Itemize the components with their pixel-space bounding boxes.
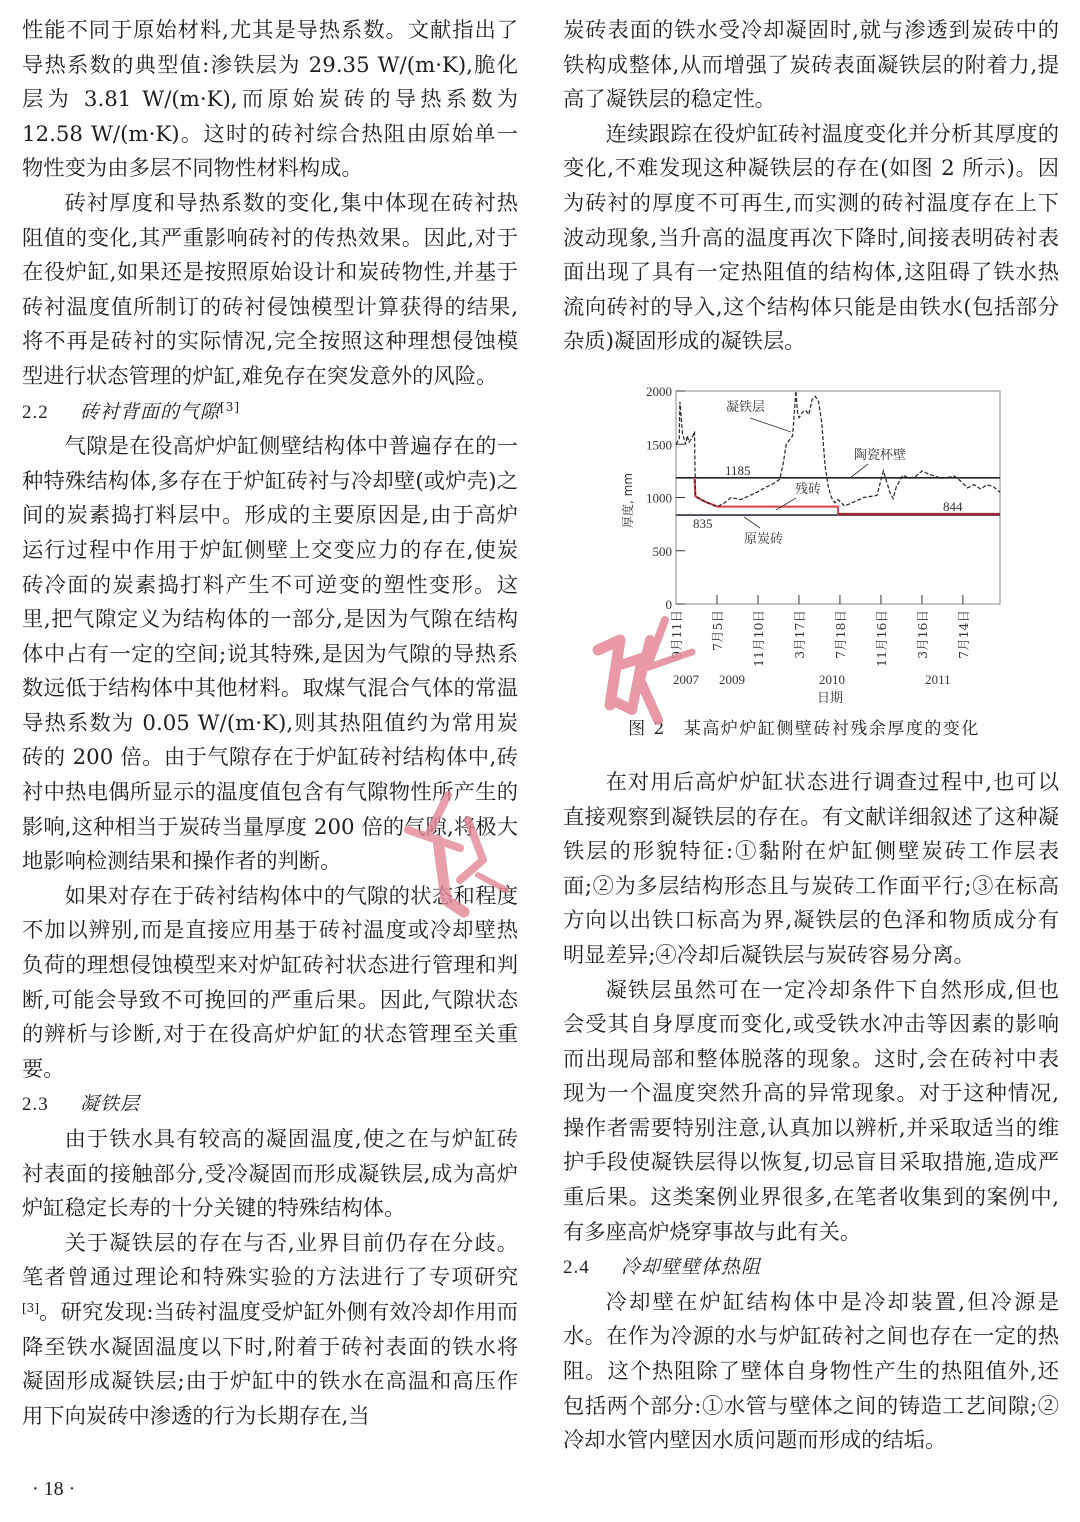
section-number: 2.2 bbox=[22, 401, 49, 423]
paragraph: 砖衬厚度和导热系数的变化,集中体现在砖衬热阻值的变化,其严重影响砖衬的传热效果。因此,对于在役炉缸,如果还是按照原始设计和炭砖物性,并基于砖衬温度值所制订的砖衬侵蚀模型计算获得的结果,将不再是砖衬的实际情况,完全按照这种理想侵蚀模型进行状态管理的炉缸,难免存在突发意外的风险。 bbox=[22, 190, 518, 389]
y-tick-label: 500 bbox=[652, 543, 672, 559]
paragraph: 连续跟踪在役炉缸砖衬温度变化并分析其厚度的变化,不难发现这种凝铁层的存在(如图 2 所示)。因为砖衬的厚度不可再生,而实测的砖衬温度存在上下波动现象,当升高的温度再次下降时,间接表明砖衬表面出现了具有一定热阻值的结构体,这阻碍了铁水热流向砖衬的导入,这个结构体只能是由铁水(包括部分杂质)凝固形成的凝铁层。 bbox=[563, 121, 1059, 355]
series-line-凝铁层 bbox=[676, 391, 1000, 507]
annotation-leader bbox=[850, 464, 868, 478]
x-tick-label: 7月14日 bbox=[955, 610, 971, 659]
figure-caption-text: 某高炉炉缸侧壁砖衬残余厚度的变化 bbox=[683, 719, 980, 739]
section-title: 砖衬背面的气隙 bbox=[80, 400, 221, 423]
annotation-label: 凝铁层 bbox=[726, 400, 766, 415]
paragraph: 在对用后高炉炉缸状态进行调查过程中,也可以直接观察到凝铁层的存在。有文献详细叙述了这种凝铁层的形貌特征:①黏附在炉缸侧壁炭砖工作层表面;②为多层结构形态且与炭砖工作面平行;③在标高方向以出铁口标高为界,凝铁层的色泽和物质成分有明显差异;④冷却后凝铁层与炭砖容易分离。 bbox=[563, 769, 1059, 968]
section-heading-2-3 bbox=[22, 1087, 518, 1123]
x-tick-label: 7月18日 bbox=[832, 610, 848, 659]
section-title: 冷却壁壁体热阻 bbox=[621, 1256, 762, 1279]
paragraph-text: 。研究发现:当砖衬温度受炉缸外侧有效冷却作用而降至铁水凝固温度以下时,附着于砖衬表面的铁水将凝固形成凝铁层;由于炉缸中的铁水在高温和高压作用下向炭砖中渗透的行为长期存在,当 bbox=[22, 1299, 518, 1429]
paragraph: 如果对存在于砖衬结构体中的气隙的状态和程度不加以辨别,而是直接应用基于砖衬温度或冷却壁热负荷的理想侵蚀模型来对炉缸砖衬状态进行管理和判断,可能会导致不可挽回的严重后果。因此,气隙状态的辨析与诊断,对于在役高炉炉缸的状态管理至关重要。 bbox=[22, 883, 518, 1082]
figure-2-chart bbox=[600, 378, 1030, 738]
paragraph: 气隙是在役高炉炉缸侧壁结构体中普遍存在的一种特殊结构体,多存在于炉缸砖衬与冷却壁(或炉壳)之间的炭素捣打料层中。形成的主要原因是,由于高炉运行过程中作用于炉缸侧壁上交变应力的存在,使炭砖冷面的炭素捣打料产生不可逆变的塑性变形。这里,把气隙定义为结构体的一部分,是因为气隙在结构体中占有一定的空间;说其特殊,是因为气隙的导热系数远低于结构体中其他材料。取煤气混合气体的常温导热系数为 0.05 W/(m·K),则其热阻值约为常用炭砖的 200 倍。由于气隙存在于炉缸砖衬结构体中,砖衬中热电偶所显示的温度值包含有气隙物性所产生的影响,这种相当于炭砖当量厚度 200 倍的气隙,将极大地影响检测结果和操作者的判断。 bbox=[22, 434, 518, 875]
annotation-label: 原炭砖 bbox=[744, 532, 784, 547]
y-tick-label: 1000 bbox=[646, 490, 672, 506]
annotation-label: 陶瓷杯壁 bbox=[854, 448, 907, 463]
year-label: 2009 bbox=[719, 672, 745, 687]
y-tick-label: 0 bbox=[665, 597, 672, 612]
paragraph bbox=[22, 1227, 518, 1435]
x-tick-label: 3月17日 bbox=[791, 610, 807, 659]
section-number: 2.3 bbox=[22, 1094, 49, 1116]
x-tick-label: 9月11日 bbox=[669, 610, 684, 659]
value-label-835: 835 bbox=[693, 516, 713, 531]
paragraph: 冷却壁在炉缸结构体中是冷却装置,但冷源是水。在作为冷源的水与炉缸砖衬之间也存在一定的热阻。这个热阻除了壁体自身物性产生的热阻值外,还包括两个部分:①水管与壁体之间的铸造工艺间隙;②冷却水管内壁因水质问题而形成的结垢。 bbox=[563, 1289, 1059, 1454]
x-tick-label: 11月10日 bbox=[750, 610, 766, 667]
paragraph: 性能不同于原始材料,尤其是导热系数。文献指出了导热系数的典型值:渗铁层为 29.35 W/(m·K),脆化层为 3.81 W/(m·K),而原始炭砖的导热系数为 12.58 W/(m·K)。这时的砖衬综合热阻由原始单一物性变为由多层不同物性材料构成。 bbox=[22, 18, 518, 182]
y-tick-label: 1500 bbox=[646, 437, 672, 453]
y-axis-label: 厚度, mm bbox=[621, 472, 635, 528]
year-label: 2010 bbox=[818, 672, 845, 687]
annotation-leader bbox=[776, 498, 796, 510]
x-tick-label: 11月16日 bbox=[873, 610, 889, 667]
section-heading-2-4 bbox=[563, 1250, 1059, 1286]
section-number: 2.4 bbox=[563, 1257, 590, 1279]
plot-frame bbox=[676, 391, 1000, 604]
citation-ref: [3] bbox=[22, 1300, 39, 1315]
year-label: 2011 bbox=[925, 672, 951, 687]
value-label-844: 844 bbox=[943, 499, 963, 514]
figure-number: 图 2 bbox=[628, 719, 666, 739]
left-column bbox=[22, 14, 518, 1434]
y-tick-label: 2000 bbox=[646, 384, 672, 399]
annotation-label: 残砖 bbox=[795, 482, 822, 497]
paragraph: 炭砖表面的铁水受冷却凝固时,就与渗透到炭砖中的铁构成整体,从而增强了炭砖表面凝铁层的附着力,提高了凝铁层的稳定性。 bbox=[563, 18, 1059, 113]
annotation-leader bbox=[744, 517, 760, 528]
section-heading-2-2 bbox=[22, 395, 518, 431]
annotation-leader bbox=[750, 418, 791, 432]
paragraph: 由于铁水具有较高的凝固温度,使之在与炉缸砖衬表面的接触部分,受冷凝固而形成凝铁层,成为高炉炉缸稳定长寿的十分关键的特殊结构体。 bbox=[22, 1127, 518, 1222]
x-axis-label: 日期 bbox=[816, 691, 844, 706]
x-tick-label: 3月16日 bbox=[914, 610, 930, 659]
paragraph-text: 关于凝铁层的存在与否,业界目前仍存在分歧。笔者曾通过理论和特殊实验的方法进行了专项研究 bbox=[22, 1230, 518, 1291]
paragraph: 凝铁层虽然可在一定冷却条件下自然形成,但也会受其自身厚度而变化,或受铁水冲击等因素的影响而出现局部和整体脱落的现象。这时,会在砖衬中表现为一个温度突然升高的异常现象。对于这种情况,操作者需要特别注意,认真加以辨析,并采取适当的维护手段使凝铁层得以恢复,切忌盲目采取措施,造成严重后果。这类案例业界很多,在笔者收集到的案例中,有多座高炉烧穿事故与此有关。 bbox=[563, 977, 1059, 1245]
section-title: 凝铁层 bbox=[80, 1093, 141, 1116]
x-tick-label: 7月5日 bbox=[709, 610, 725, 651]
figure-caption bbox=[604, 714, 1004, 739]
page-number: · 18 · bbox=[32, 1478, 76, 1500]
thickness-line-chart bbox=[600, 378, 1030, 718]
citation-ref: [3] bbox=[220, 399, 241, 414]
value-label-1185: 1185 bbox=[725, 463, 751, 478]
year-label: 2007 bbox=[673, 672, 699, 687]
